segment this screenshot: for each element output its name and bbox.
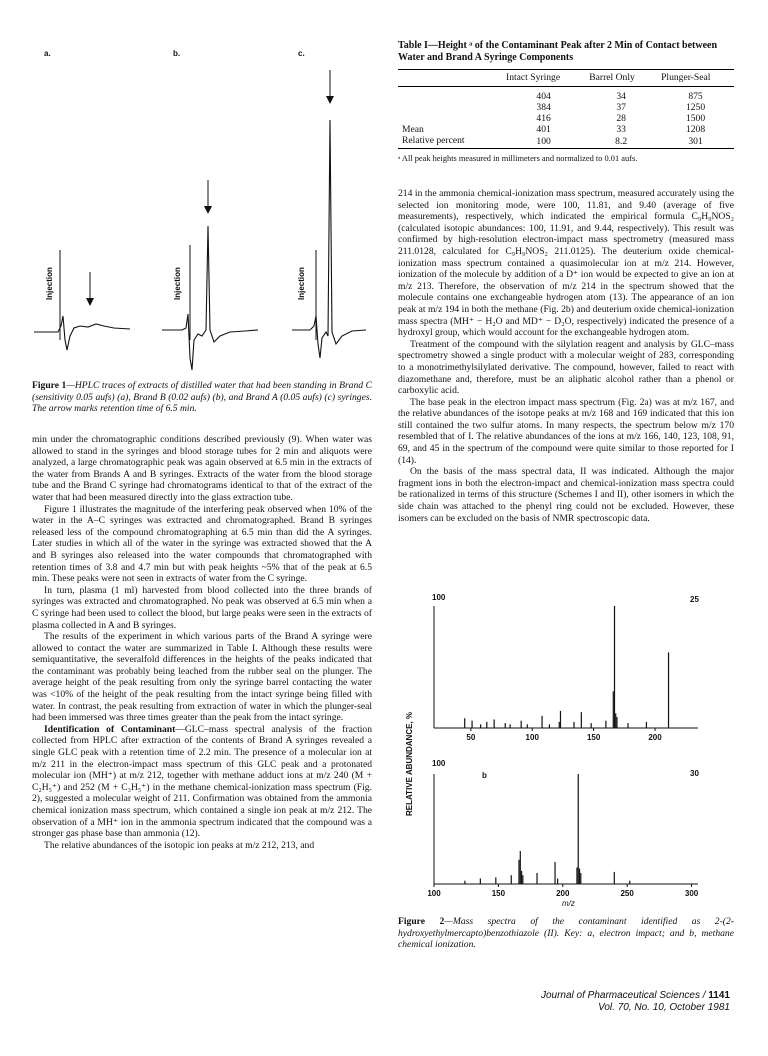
- paragraph: Figure 1 illustrates the magnitude of the interfering peak observed when 10% of the water in the A–C syringes was extracted and chromatographed. Brand B syringes released less of the compound chromatographing at 6.5 min than did the A syringes. Later studies in which all of the water in the syringe was extracted showed that the A and B syringes also released into the water compounds that chromatographed with retention times of 3.8 and 4.7 min but with peak heights ~5% that of the peak at 6.5 min. These peaks were not seen in extracts of water from the C syringe.: [32, 503, 372, 585]
- arrow-head-a: [86, 298, 94, 306]
- table1: [398, 69, 734, 149]
- table-row: [398, 91, 734, 102]
- table1-header-row: [398, 70, 734, 87]
- paragraph: min under the chromatographic conditions described previously (9). When water was allowed to stand in the syringes and blood storage tubes for 2 min and aliquots were analyzed, a large chromatographic peak was again observed at 6.5 min in the extracts of the water from Brands A and B syringes. Extracts of the water from the blood storage tube and the Brand C syringe had chromatograms identical to that of the extract of the water that had been measured directly into the glass extraction tube.: [32, 434, 372, 503]
- trace-line-c: [292, 120, 366, 358]
- paragraph: The results of the experiment in which various parts of the Brand A syringe were allowed to contact the water are summarized in Table I. Although these results were semiquantitative, the severalfold differences in the heights of the peaks indicated that the contaminant was probably being leached from the rubber seal on the plunger. The average height of the peak resulting from only the syringe barrel contacting the water was <10% of the height of the peak resulting from the intact syringe being filled with water. In contrast, the peak resulting from extraction of water in which the plunger-seal had been immersed was three times greater than the peak from the intact syringe.: [32, 631, 372, 724]
- injection-label-c: Injection: [297, 267, 306, 300]
- table-cell: Relative percent: [402, 134, 465, 146]
- injection-label-b: Injection: [173, 267, 182, 300]
- figure1-caption: [32, 380, 372, 415]
- table-cell: 404: [536, 90, 551, 102]
- figure2-ylabel: RELATIVE ABUNDANCE, %: [405, 711, 414, 816]
- table-cell: 384: [536, 101, 551, 113]
- paragraph: 214 in the ammonia chemical-ionization mass spectrum, measured accurately using the selected ion monitoring mode, were 100, 11.81, and 9.40 (average of five measurements), respectively, which indicated the empirical formula C₉H₉NOS₂ (calculated isotopic abundances: 100, 11.91, and 9.44, respectively). This result was confirmed by high-resolution electron-impact mass spectrometry (measured mass 211.0128, calculated for C₉H₉NOS₂ 211.0125). The deuterium oxide chemical-ionization mass spectrum contained a quasimolecular ion at m/z 214. However, ionization of the molecule by addition of a D⁺ ion would be expected to give an ion at m/z 213. Therefore, the observation of m/z 214 in the spectrum showed that the molecule contains one exchangeable hydrogen atom (13). The appearance of an ion peak at m/z 194 in both the methane (Fig. 2b) and deuterium oxide chemical-ionization mass spectra (MH⁺ − H₂O and MD⁺ − D₂O, respectively) indicated the presence of a hydroxyl group, which would account for the exchangeable hydrogen atom.: [398, 188, 734, 339]
- table-cell: 875: [688, 90, 703, 102]
- journal-name: Journal of Pharmaceutical Sciences: [540, 990, 700, 1001]
- figure1-trace-a: [34, 250, 130, 350]
- figure2-caption-label: Figure 2: [398, 916, 445, 927]
- figure1-panel-label-b: b.: [173, 49, 181, 58]
- panel-b-label: b: [482, 771, 487, 780]
- panel-a-peaks: [465, 606, 669, 728]
- figure1-caption-label: Figure 1: [32, 380, 67, 391]
- figure2-mass-spectra: [398, 588, 734, 910]
- x-tick-label: 200: [648, 733, 662, 742]
- table-cell: 100: [536, 135, 551, 147]
- table-cell: 1250: [685, 101, 706, 113]
- table1-header: Intact Syringe: [506, 72, 561, 83]
- right-column-text: [398, 188, 734, 524]
- table1-title: Table I—Height ᵃ of the Contaminant Peak after 2 Min of Contact between Water and Brand A Syringe Components: [398, 40, 718, 63]
- x-tick-label: 150: [491, 889, 506, 898]
- table-cell: [398, 91, 502, 102]
- page-number: 1141: [708, 990, 730, 1001]
- table-row: [398, 124, 734, 135]
- panel-b-peak-label: 30: [690, 769, 699, 778]
- table-cell: 1208: [685, 123, 706, 135]
- panel-b-axes: [434, 774, 698, 884]
- table-cell: 301: [688, 135, 703, 147]
- figure2-caption-text: —Mass spectra of the contaminant identified as 2-(2-hydroxyethylmercapto)benzothiazole (II). Key: a, electron impact; and b, methane chemical ionization.: [398, 916, 734, 951]
- figure1-trace-c: [292, 70, 366, 358]
- table-cell: 34: [616, 90, 626, 102]
- table-row: [398, 113, 734, 124]
- panel-a-peak-label: 25: [690, 595, 699, 604]
- x-tick-label: 250: [620, 889, 634, 898]
- trace-line-a: [34, 316, 130, 350]
- figure1-trace-b: [162, 180, 258, 370]
- figure2-caption: [398, 916, 734, 951]
- table-cell: 416: [536, 112, 551, 124]
- panel-b-top-label: 100: [432, 759, 446, 768]
- x-tick-label: 100: [427, 889, 441, 898]
- arrow-head-b: [204, 206, 212, 214]
- table-cell: [398, 102, 502, 113]
- x-tick-label: 300: [684, 889, 699, 898]
- table-cell: 1500: [685, 112, 706, 124]
- paragraph: Treatment of the compound with the silylation reagent and analysis by GLC–mass spectrometry showed a single product with a molecular weight of 283, corresponding to a monotrimethylsilylated derivative. The compound, however, failed to react with diazomethane and, therefore, must be an aliphatic alcohol rather than a phenol or carboxylic acid.: [398, 338, 734, 397]
- paragraph: On the basis of the mass spectral data, II was indicated. Although the major fragment ions in both the electron-impact and chemical-ionization mass spectra could be rationalized in terms of this structure (Schemes I and II), other isomers in which the side chain was attached to the phenyl ring could not be excluded. However, these isomers can be excluded on the basis of NMR spectroscopic data.: [398, 466, 734, 524]
- figure1-panel-label-a: a.: [44, 49, 51, 58]
- table-cell: Mean: [402, 123, 424, 135]
- x-tick-label: 100: [525, 733, 539, 742]
- journal-volume: Vol. 70, No. 10, October 1981: [598, 1002, 730, 1013]
- paragraph: In turn, plasma (1 ml) harvested from blood collected into the three brands of syringes was extracted and chromatographed. No peak was observed at 6.5 min when a C syringe had been used to collect the blood, but large peaks were seen in the extracts of plasma collected in A and B syringes.: [32, 584, 372, 631]
- table-cell: 33: [616, 123, 626, 135]
- table1-header: [398, 70, 502, 87]
- table-cell: 8.2: [615, 135, 628, 147]
- figure1-traces: [30, 40, 370, 370]
- table-cell: 37: [616, 101, 626, 113]
- panel-a-axes: [434, 606, 698, 728]
- panel-b-ticks: [427, 884, 698, 898]
- table1-footnote: ᵃ All peak heights measured in millimeters and normalized to 0.01 aufs.: [398, 153, 638, 163]
- panel-a-ticks: [466, 728, 662, 742]
- figure1-panel-label-c: c.: [298, 49, 305, 58]
- figure2-xlabel: m/z: [562, 899, 575, 908]
- paragraph: The relative abundances of the isotopic ion peaks at m/z 212, 213, and: [44, 839, 315, 851]
- identification-heading: Identification of Contaminant: [44, 723, 176, 735]
- figure1-caption-text: —HPLC traces of extracts of distilled water that had been standing in Brand C (sensitivity 0.05 aufs) (a), Brand B (0.02 aufs) (b), and Brand A (0.05 aufs) (c) syringes. The arrow marks retention time of 6.5 min.: [32, 380, 372, 415]
- journal-footer: [541, 990, 730, 1014]
- identification-text: —GLC–mass spectral analysis of the fraction collected from HPLC after extraction of the contents of Brand A syringes revealed a single GLC peak with a retention time of 2.2 min. The presence of a molecular ion at m/z 211 in the electron-impact mass spectrum of this GLC peak and a protonated molecular ion (MH⁺) at m/z 212, together with methane adduct ions at m/z 240 (M + C₂H₅⁺) and 252 (M + C₃H₅⁺) in the methane chemical-ionization mass spectrum (Fig. 2), suggested a molecular weight of 211. Confirmation was obtained from the ammonia chemical ionization mass spectrum, which contained a single ion peak at m/z 212. The observation of a MH⁺ ion in the ammonia spectrum indicated that the compound was a stronger gas phase base than ammonia (12).: [32, 723, 373, 840]
- paragraph: The base peak in the electron impact mass spectrum (Fig. 2a) was at m/z 167, and the relative abundances of the isotope peaks at m/z 168 and 169 indicated that this ion still contained the two sulfur atoms. In many respects, the spectrum below m/z 170 resembled that of I. The relative abundances of the ions at m/z 166, 140, 123, 108, 91, 69, and 45 in the spectrum of the compound were quite similar to those reported for I (14).: [398, 396, 734, 466]
- table-row: [398, 102, 734, 113]
- table1-header: Barrel Only: [589, 72, 635, 83]
- table-cell: 401: [536, 123, 551, 135]
- table1-block: [398, 40, 734, 164]
- table1-header: Plunger-Seal: [661, 72, 711, 83]
- identification-paragraph: [32, 724, 372, 840]
- table-cell: [398, 113, 502, 124]
- journal-line-1: Journal of Pharmaceutical Sciences / 1141: [540, 990, 730, 1001]
- left-column-text: [32, 434, 372, 851]
- arrow-head-c: [326, 96, 334, 104]
- injection-label-a: Injection: [45, 267, 54, 300]
- x-tick-label: 150: [586, 733, 601, 742]
- x-tick-label: 50: [466, 733, 476, 742]
- x-tick-label: 200: [556, 889, 570, 898]
- table-cell: 28: [616, 112, 626, 124]
- panel-b-peaks: [465, 774, 630, 884]
- panel-a-top-label: 100: [432, 593, 446, 602]
- table-row: [398, 135, 734, 149]
